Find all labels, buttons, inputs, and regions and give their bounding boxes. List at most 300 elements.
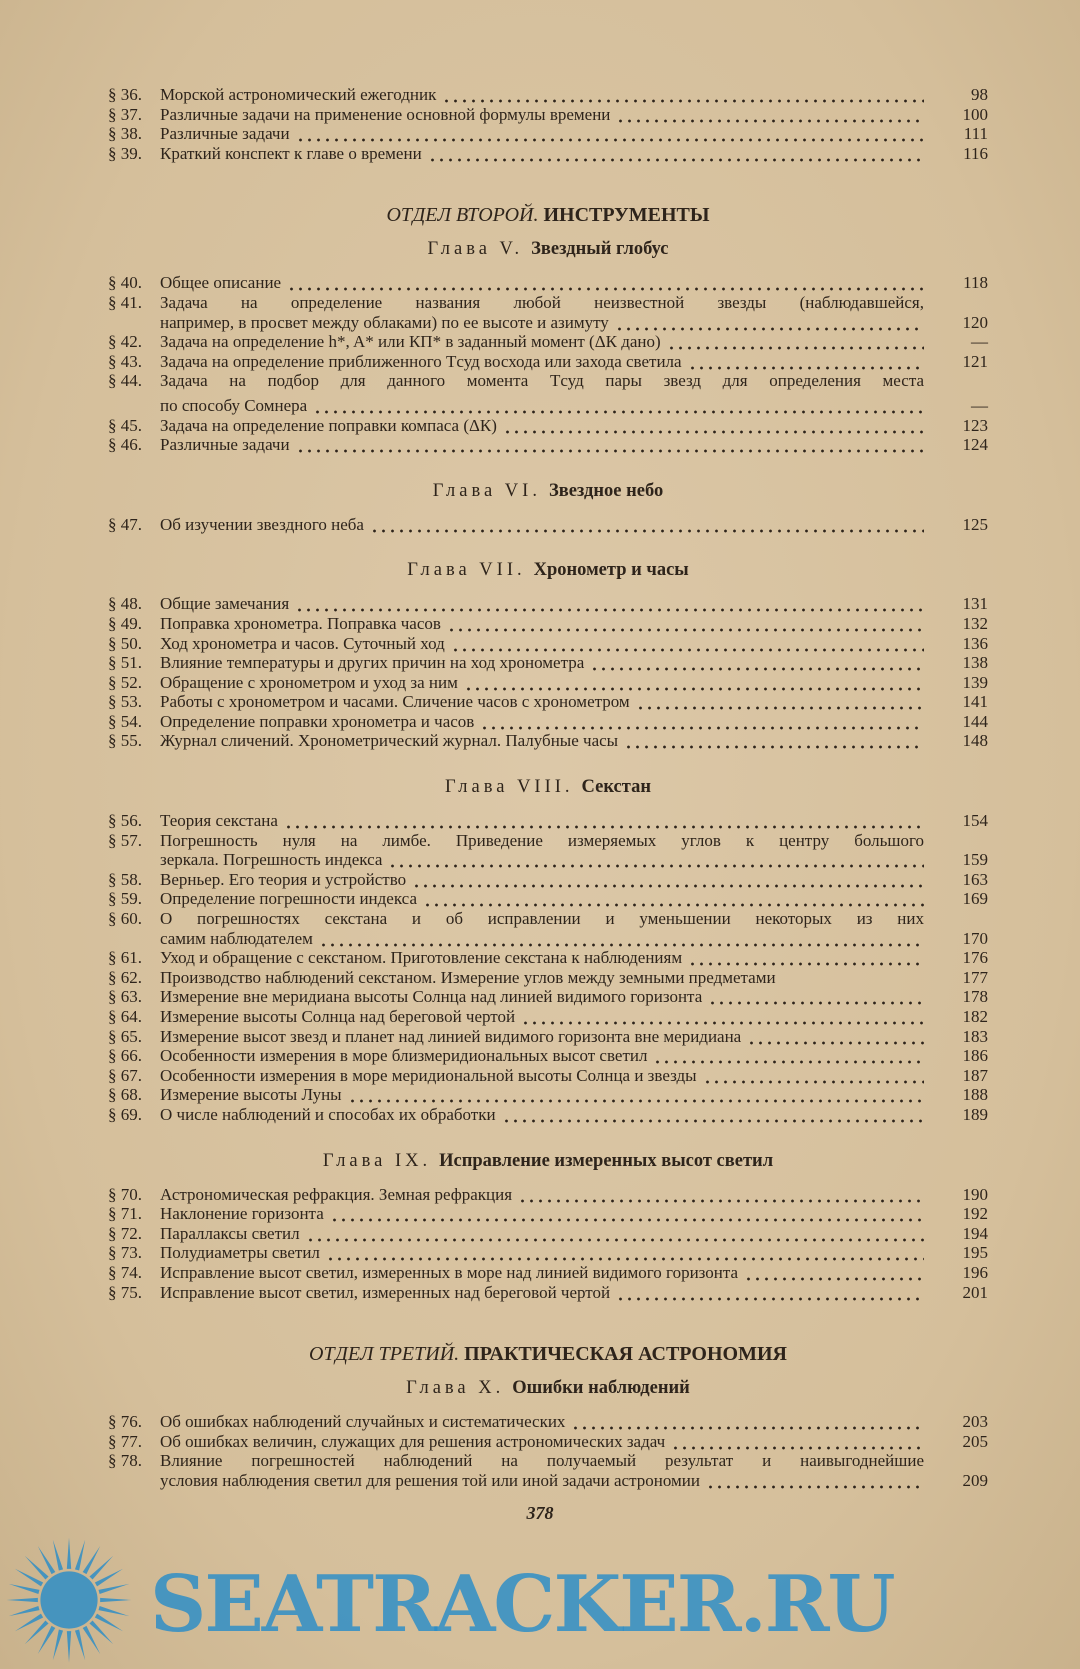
page-number: 378: [526, 1503, 554, 1523]
dot-leader: [319, 929, 924, 949]
toc-entry: [108, 1263, 988, 1283]
entry-line-text: Задача на определение h*, A* или КП* в заданный момент (ΔК дано): [160, 332, 661, 352]
page-ref: 124: [962, 435, 988, 455]
page-ref: 176: [962, 948, 988, 968]
page-ref: 118: [963, 273, 988, 293]
page-ref: 192: [962, 1204, 988, 1224]
entry-text: [160, 85, 924, 105]
entry-line-text: Различные задачи на применение основной формулы времени: [160, 104, 611, 124]
sun-ray: [75, 1540, 85, 1571]
dot-leader: [671, 1432, 924, 1452]
section-number: § 72.: [108, 1223, 142, 1243]
entry-line: [160, 1105, 924, 1125]
entry-line-text: Различные задачи: [160, 435, 290, 455]
page-ref: 178: [962, 987, 988, 1007]
section-number: § 60.: [108, 909, 142, 929]
entry-line: [160, 396, 924, 416]
chapter-label: Глава VIII.: [445, 777, 574, 798]
sun-ray: [9, 1606, 40, 1616]
section-number: § 59.: [108, 889, 142, 909]
dot-leader: [412, 870, 924, 890]
dot-leader: [624, 731, 924, 751]
entry-line-text: Параллаксы светил: [160, 1223, 300, 1243]
page-ref: 136: [962, 633, 988, 653]
entry-line: [160, 1471, 924, 1491]
part-heading: [108, 1342, 988, 1366]
entry-line: [160, 614, 924, 634]
page-ref: 183: [962, 1026, 988, 1046]
dot-leader: [306, 1224, 924, 1244]
page-ref: 194: [962, 1223, 988, 1243]
entry-text: [160, 293, 924, 332]
toc-entry: [108, 371, 988, 415]
toc-entry: [108, 614, 988, 634]
dot-leader: [428, 144, 924, 164]
toc-entry: [108, 416, 988, 436]
chapter-heading: [108, 775, 988, 799]
toc-entry: [108, 987, 988, 1007]
dot-leader: [370, 515, 924, 535]
entry-text: [160, 1066, 924, 1086]
page-ref: 139: [962, 672, 988, 692]
entry-line: [160, 929, 924, 949]
page-ref: 177: [962, 967, 988, 987]
page-ref: 186: [962, 1046, 988, 1066]
entry-text: [160, 1185, 924, 1205]
entry-line-text: Полудиаметры светил: [160, 1243, 320, 1263]
dot-leader: [330, 1204, 924, 1224]
entry-line: [160, 352, 924, 372]
entry-line-text: Погрешность нуля на лимбе. Приведение измеряемых углов к центру большого: [160, 830, 924, 850]
toc-entry: [108, 870, 988, 890]
dot-leader: [502, 1105, 924, 1125]
toc-entry: [108, 144, 988, 164]
dot-leader: [447, 614, 924, 634]
entry-line-text: Особенности измерения в море близмеридиональных высот светил: [160, 1046, 648, 1066]
page-ref: 121: [962, 351, 988, 371]
entry-line-text: Журнал сличений. Хронометрический журнал. Палубные часы: [160, 731, 619, 751]
entry-text: [160, 712, 924, 732]
page-ref: 100: [962, 104, 988, 124]
entry-line-text: Поправка хронометра. Поправка часов: [160, 613, 441, 633]
dot-leader: [653, 1046, 924, 1066]
entry-line: [160, 968, 924, 988]
entry-text: [160, 673, 924, 693]
entry-line-text: Измерение высоты Луны: [160, 1085, 342, 1105]
entry-text: [160, 870, 924, 890]
entry-text: [160, 144, 924, 164]
dot-leader: [616, 105, 924, 125]
entry-text: [160, 1412, 924, 1432]
entry-line: [160, 273, 924, 293]
entry-line-text: Астрономическая рефракция. Земная рефракция: [160, 1184, 513, 1204]
dot-leader: [571, 1412, 924, 1432]
entry-text: [160, 948, 924, 968]
entry-line-text: Определение погрешности индекса: [160, 889, 417, 909]
section-number: § 74.: [108, 1262, 142, 1282]
dot-leader: [451, 634, 924, 654]
entry-line-text: Измерение высоты Солнца над береговой чертой: [160, 1007, 516, 1026]
sun-ray: [75, 1629, 85, 1660]
entry-line-text: Краткий конспект к главе о времени: [160, 143, 422, 163]
entry-line: [160, 144, 924, 164]
entry-text: [160, 1432, 924, 1452]
toc-entry: [108, 712, 988, 732]
entry-text: [160, 1224, 924, 1244]
page-ref: 120: [962, 312, 988, 332]
section-number: § 78.: [108, 1451, 142, 1471]
entry-line-text: Обращение с хронометром и уход за ним: [160, 672, 458, 692]
toc-entry: [108, 1046, 988, 1066]
section-number: § 45.: [108, 415, 142, 435]
toc-entry: [108, 1027, 988, 1047]
entry-text: [160, 594, 924, 614]
dot-leader: [284, 811, 924, 831]
entry-line: [160, 692, 924, 712]
dot-leader: [688, 352, 924, 372]
section-number: § 61.: [108, 948, 142, 968]
entry-text: [160, 1007, 924, 1027]
chapter-heading: [108, 237, 988, 261]
chapter-label: Глава VII.: [407, 560, 526, 581]
section-number: § 77.: [108, 1431, 142, 1451]
page-ref: 187: [962, 1065, 988, 1085]
chapter-title: Ошибки наблюдений: [512, 1378, 690, 1399]
section-number: § 38.: [108, 124, 142, 144]
entry-text: [160, 332, 924, 352]
entry-text: [160, 731, 924, 751]
dot-leader: [518, 1185, 924, 1205]
toc-entry: [108, 1451, 988, 1490]
dot-leader: [636, 692, 924, 712]
toc-entry: [108, 1412, 988, 1432]
entry-line-text: по способу Сомнера: [160, 395, 308, 415]
sun-ray: [67, 1538, 71, 1569]
watermark-sun-icon: [4, 1535, 134, 1665]
entry-line: [160, 1451, 924, 1471]
page-ref: 195: [962, 1243, 988, 1263]
page-ref: 182: [962, 1007, 988, 1026]
entry-line: [160, 105, 924, 125]
entry-text: [160, 909, 924, 948]
toc-entry: [108, 352, 988, 372]
entry-line-text: Работы с хронометром и часами. Сличение часов с хронометром: [160, 692, 630, 712]
entry-text: [160, 614, 924, 634]
toc-entry: [108, 1066, 988, 1086]
section-number: § 57.: [108, 830, 142, 850]
toc-entry: [108, 909, 988, 948]
page-ref: 98: [971, 85, 988, 104]
entry-line-text: Задача на определение приближенного Tсуд восхода или захода светила: [160, 351, 682, 371]
section-number: § 46.: [108, 435, 142, 455]
toc-entry: [108, 634, 988, 654]
section-number: § 71.: [108, 1204, 142, 1224]
entry-line-text: Задача на подбор для данного момента Tсуд пары звезд для определения места: [160, 371, 924, 391]
toc-entry: [108, 889, 988, 909]
entry-line: [160, 831, 924, 851]
entry-line-text: Задача на определение названия любой неизвестной звезды (наблюдавшейся,: [160, 292, 924, 312]
entry-text: [160, 124, 924, 144]
toc-entry: [108, 1432, 988, 1452]
entry-line: [160, 293, 924, 313]
chapter-title: Звездный глобус: [531, 239, 669, 260]
chapter-heading: [108, 479, 988, 503]
table-of-contents: [108, 85, 988, 1491]
page-ref: 196: [962, 1262, 988, 1282]
section-number: § 47.: [108, 514, 142, 534]
entry-line: [160, 1263, 924, 1283]
dot-leader: [480, 712, 924, 732]
entry-line: [160, 416, 924, 436]
section-number: § 36.: [108, 85, 142, 104]
section-number: § 49.: [108, 613, 142, 633]
entry-line-text: Влияние температуры и других причин на ход хронометра: [160, 653, 585, 673]
page-ref: 203: [962, 1412, 988, 1432]
section-number: § 65.: [108, 1026, 142, 1046]
entry-line: [160, 712, 924, 732]
entry-text: [160, 653, 924, 673]
entry-line-text: Об ошибках наблюдений случайных и систематических: [160, 1412, 566, 1432]
entry-line: [160, 85, 924, 105]
page-ref: 144: [962, 711, 988, 731]
entry-line: [160, 850, 924, 870]
toc-entry: [108, 1283, 988, 1303]
page-ref: 132: [962, 613, 988, 633]
dot-leader: [388, 850, 924, 870]
part-label: ОТДЕЛ ВТОРОЙ.: [386, 204, 539, 227]
page-ref: 209: [962, 1470, 988, 1490]
page-ref: 201: [962, 1282, 988, 1302]
dot-leader: [442, 85, 924, 105]
section-number: § 64.: [108, 1007, 142, 1026]
dot-leader: [423, 889, 924, 909]
part-title: ПРАКТИЧЕСКАЯ АСТРОНОМИЯ: [464, 1343, 787, 1366]
entry-line: [160, 987, 924, 1007]
entry-line: [160, 1185, 924, 1205]
toc-entry: [108, 1243, 988, 1263]
entry-text: [160, 831, 924, 870]
section-number: § 51.: [108, 653, 142, 673]
section-number: § 75.: [108, 1282, 142, 1302]
toc-entry: [108, 1007, 988, 1027]
entry-text: [160, 352, 924, 372]
page-ref: 159: [962, 850, 988, 870]
entry-line: [160, 371, 924, 391]
page-ref: 111: [963, 124, 988, 144]
sun-ray: [7, 1598, 38, 1602]
dot-leader: [326, 1243, 924, 1263]
section-number: § 41.: [108, 292, 142, 312]
dot-leader: [521, 1007, 924, 1027]
entry-line: [160, 1204, 924, 1224]
section-number: § 48.: [108, 594, 142, 614]
page-ref: 141: [962, 692, 988, 712]
entry-line-text: Ход хронометра и часов. Суточный ход: [160, 633, 445, 653]
dot-leader: [503, 416, 924, 436]
section-number: § 70.: [108, 1184, 142, 1204]
page-ref: 188: [962, 1085, 988, 1105]
section-number: § 40.: [108, 273, 142, 293]
dot-leader: [296, 124, 924, 144]
section-number: § 39.: [108, 143, 142, 163]
toc-entry: [108, 594, 988, 614]
toc-entry: [108, 811, 988, 831]
page-ref: 190: [962, 1184, 988, 1204]
entry-text: [160, 1263, 924, 1283]
entry-line-text: Морской астрономический ежегодник: [160, 85, 437, 104]
entry-line: [160, 1412, 924, 1432]
toc-entry: [108, 692, 988, 712]
entry-line-text: Измерение вне меридиана высоты Солнца над линией видимого горизонта: [160, 987, 703, 1007]
entry-line: [160, 909, 924, 929]
entry-line: [160, 731, 924, 751]
toc-entry: [108, 1185, 988, 1205]
entry-line-text: самим наблюдателем: [160, 928, 313, 948]
toc-entry: [108, 124, 988, 144]
dot-leader: [296, 435, 924, 455]
entry-text: [160, 1046, 924, 1066]
entry-line: [160, 435, 924, 455]
entry-line-text: Теория секстана: [160, 811, 278, 831]
entry-line: [160, 515, 924, 535]
toc-entry: [108, 1224, 988, 1244]
toc-entry: [108, 105, 988, 125]
entry-text: [160, 811, 924, 831]
sun-ray: [53, 1629, 63, 1660]
dot-leader: [615, 313, 924, 333]
toc-entry: [108, 1204, 988, 1224]
page-ref: 169: [962, 889, 988, 909]
section-number: § 50.: [108, 633, 142, 653]
entry-line-text: Различные задачи: [160, 124, 290, 144]
dot-leader: [706, 1471, 924, 1491]
page-ref: 189: [962, 1104, 988, 1124]
entry-line-text: Влияние погрешностей наблюдений на получаемый результат и наивыгоднейшие: [160, 1451, 924, 1471]
page-ref: 148: [962, 731, 988, 751]
entry-line: [160, 124, 924, 144]
part-heading: [108, 203, 988, 227]
entry-line: [160, 948, 924, 968]
toc-entry: [108, 653, 988, 673]
dot-leader: [295, 594, 924, 614]
entry-line-text: Особенности измерения в море меридиональной высоты Солнца и звезды: [160, 1065, 697, 1085]
entry-line-text: Общие замечания: [160, 594, 290, 614]
dot-leader: [590, 653, 924, 673]
part-label: ОТДЕЛ ТРЕТИЙ.: [309, 1343, 460, 1366]
dot-leader: [747, 1027, 924, 1047]
toc-entry: [108, 948, 988, 968]
chapter-heading: [108, 558, 988, 582]
toc-entry: [108, 1105, 988, 1125]
toc-entry: [108, 968, 988, 988]
section-number: § 69.: [108, 1104, 142, 1124]
sun-ray: [100, 1598, 131, 1602]
entry-line-text: Производство наблюдений секстаном. Измерение углов между земными предметами: [160, 967, 776, 987]
entry-line-text: Определение поправки хронометра и часов: [160, 711, 475, 731]
chapter-title: Секстан: [581, 777, 651, 798]
section-number: § 43.: [108, 351, 142, 371]
sun-ray: [53, 1540, 63, 1571]
dot-leader: [667, 332, 924, 352]
sun-ray: [9, 1584, 40, 1594]
entry-line: [160, 870, 924, 890]
section-number: § 55.: [108, 731, 142, 751]
toc-entry: [108, 673, 988, 693]
section-number: § 58.: [108, 869, 142, 889]
dot-leader: [348, 1085, 924, 1105]
entry-line-text: О числе наблюдений и способах их обработки: [160, 1104, 496, 1124]
entry-line: [160, 811, 924, 831]
entry-text: [160, 1027, 924, 1047]
entry-line: [160, 594, 924, 614]
entry-line: [160, 1027, 924, 1047]
toc-entry: [108, 435, 988, 455]
dot-leader: [313, 396, 924, 416]
entry-text: [160, 1085, 924, 1105]
watermark-logo: SEATRACKER.RU: [150, 1559, 894, 1650]
chapter-title: Исправление измеренных высот светил: [439, 1150, 774, 1171]
entry-line: [160, 1066, 924, 1086]
toc-entry: [108, 831, 988, 870]
chapter-label: Глава VI.: [432, 480, 541, 501]
entry-text: [160, 371, 924, 415]
chapter-label: Глава X.: [406, 1378, 505, 1399]
entry-text: [160, 435, 924, 455]
section-number: § 76.: [108, 1412, 142, 1432]
entry-line: [160, 1224, 924, 1244]
entry-line: [160, 673, 924, 693]
entry-text: [160, 1204, 924, 1224]
entry-text: [160, 889, 924, 909]
entry-line: [160, 1046, 924, 1066]
entry-text: [160, 273, 924, 293]
chapter-label: Глава IX.: [322, 1150, 432, 1171]
dot-leader: [744, 1263, 924, 1283]
chapter-label: Глава V.: [427, 239, 524, 260]
dot-leader: [464, 673, 924, 693]
entry-text: [160, 1451, 924, 1490]
chapter-heading: [108, 1149, 988, 1173]
toc-entry: [108, 273, 988, 293]
page-ref: 170: [962, 928, 988, 948]
entry-text: [160, 1283, 924, 1303]
entry-text: [160, 692, 924, 712]
chapter-title: Звездное небо: [548, 480, 664, 501]
part-title: ИНСТРУМЕНТЫ: [543, 204, 710, 227]
section-number: § 67.: [108, 1065, 142, 1085]
toc-entry: [108, 85, 988, 105]
chapter-heading: [108, 1376, 988, 1400]
section-number: § 73.: [108, 1243, 142, 1263]
entry-line: [160, 889, 924, 909]
entry-line-text: зеркала. Погрешность индекса: [160, 850, 383, 870]
section-number: § 53.: [108, 692, 142, 712]
entry-line: [160, 1007, 924, 1027]
entry-text: [160, 634, 924, 654]
entry-line: [160, 653, 924, 673]
section-number: § 66.: [108, 1046, 142, 1066]
section-number: § 62.: [108, 967, 142, 987]
dot-leader: [287, 273, 924, 293]
dot-leader: [688, 948, 924, 968]
entry-text: [160, 1243, 924, 1263]
entry-line-text: Наклонение горизонта: [160, 1204, 324, 1224]
section-number: § 63.: [108, 987, 142, 1007]
page-ref: 138: [962, 653, 988, 673]
entry-line-text: Исправление высот светил, измеренных над береговой чертой: [160, 1282, 611, 1302]
toc-entry: [108, 731, 988, 751]
entry-text: [160, 1105, 924, 1125]
